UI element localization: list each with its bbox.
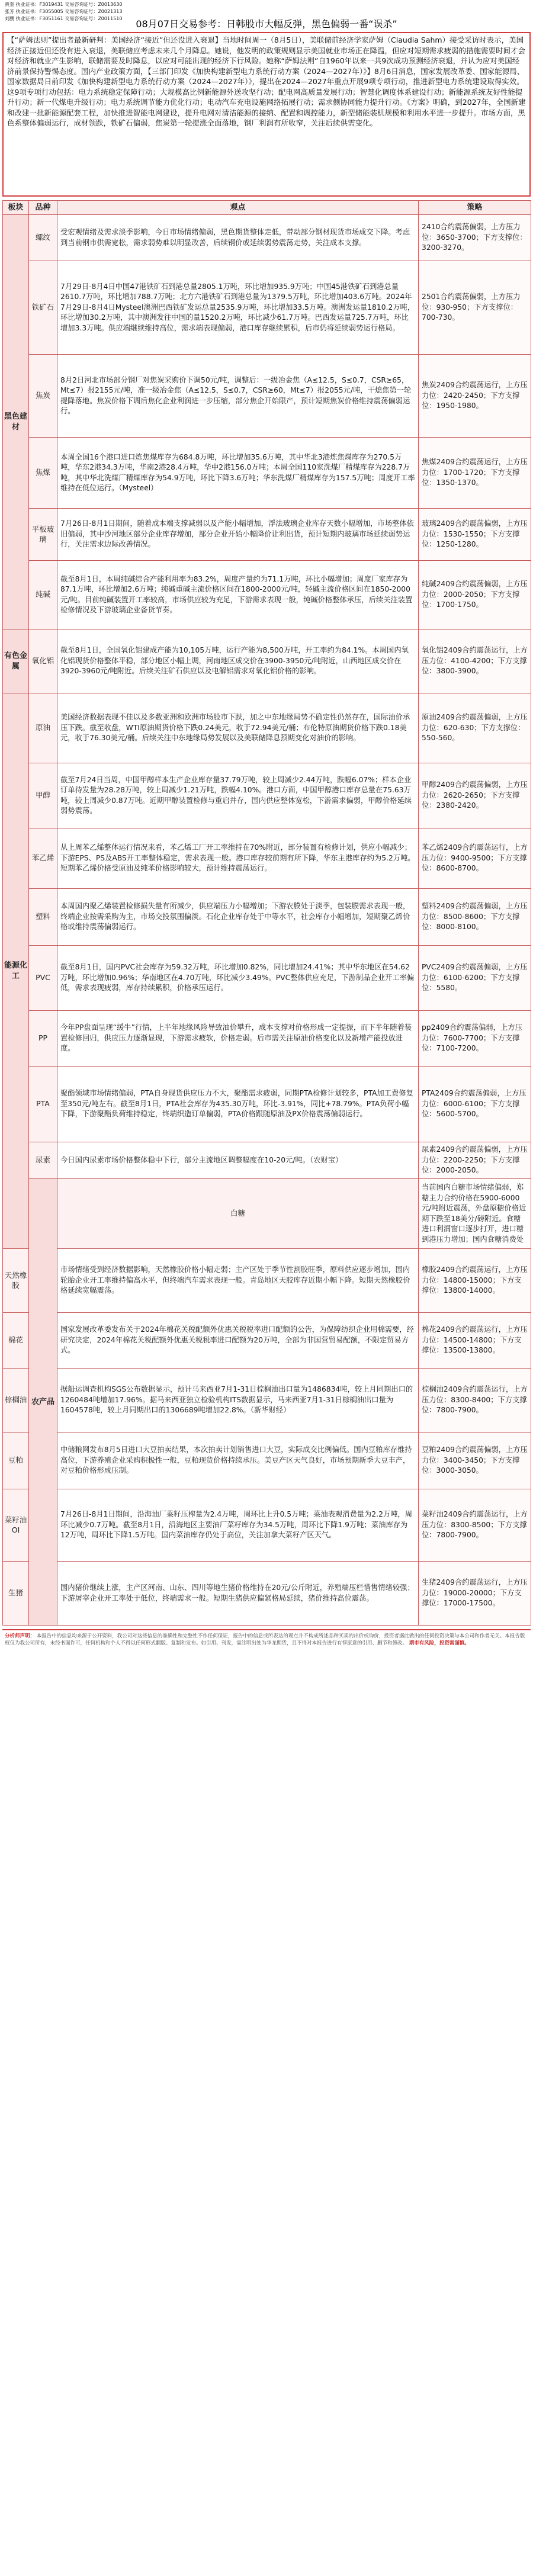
strategy-text: 纯碱2409合约震荡偏弱，上方压力位：2000-2050；下方支撑位：1700-1750。 — [422, 580, 528, 609]
strategy-cell — [419, 261, 531, 355]
table-row — [3, 1011, 531, 1067]
strategy-text: 菜籽油2409合约震荡运行，上方压力位：8300-8500；下方支撑位：7800-7900。 — [422, 1510, 528, 1540]
category-cell: 黑色建材 — [3, 215, 29, 629]
variety-cell: 焦煤 — [29, 438, 57, 509]
strategy-cell — [419, 1067, 531, 1142]
variety-cell: 铁矿石 — [29, 261, 57, 355]
strategy-text: PVC2409合约震荡偏弱，上方压力位：6100-6200；下方支撑位：5580。 — [422, 963, 528, 993]
view-text: 中储粮网发布8月5日进口大豆拍卖结果，本次拍卖计划销售进口大豆，实际成交比例偏低。国内豆粕库存维持高位，下游养殖企业采购积极性一般，豆粕现货价格持续承压。美豆产区天气良好，市场预期新季大豆丰产，对豆粕价格形成压制。 — [60, 1446, 412, 1475]
strategy-cell — [419, 1489, 531, 1562]
strategy-cell — [419, 1369, 531, 1432]
table-row — [3, 828, 531, 889]
view-cell — [57, 1313, 419, 1369]
table-row — [3, 763, 531, 828]
view-text: 7月26日-8月1日期间，沿海油厂菜籽压榨量为2.4万吨，周环比上升0.5万吨；菜油表观消费量为2.2万吨，周环比减少0.7万吨。截至8月1日，沿海地区主要油厂菜籽库存为34.5万吨，周环比下降1.9万吨；菜油库存为12万吨，周环比下降1.5万吨。国内菜油库存仍处于高位，关注加拿大菜籽产区天气。 — [60, 1510, 413, 1540]
table-header-row — [3, 201, 531, 215]
strategy-cell — [419, 215, 531, 261]
variety-cell: 焦炭 — [29, 355, 57, 438]
variety-cell: PVC — [29, 946, 57, 1011]
variety-cell: 螺纹 — [29, 215, 57, 261]
table-row — [3, 509, 531, 561]
strategy-cell — [419, 946, 531, 1011]
strategy-text: pp2409合约震荡偏弱，上方压力位：7600-7700；下方支撑位：7100-7200。 — [422, 1023, 522, 1053]
disclaimer-label: 分析师声明： — [5, 1633, 36, 1639]
view-text: 本周国内聚乙烯装置检修损失量有所减少，供应端压力小幅增加；下游农膜处于淡季，包装膜需求表现一般，终端企业按需采购为主，市场交投氛围偏淡。石化企业库存处于中等水平，社会库存小幅增加，短期聚乙烯价格或维持震荡偏弱运行。 — [60, 902, 410, 932]
table-row — [3, 629, 531, 693]
strategy-text: 尿素2409合约震荡偏弱，上方压力位：2200-2250；下方支撑位：2000-2050。 — [422, 1145, 528, 1175]
credential-line: 黄奎 执业证书：F3019431 交易咨询证号：Z0013630 — [5, 2, 123, 7]
variety-cell: 塑料 — [29, 889, 57, 946]
view-cell — [57, 763, 419, 828]
variety-cell: 白糖 — [57, 1179, 419, 1249]
view-text: 国内猪价继续上涨，主产区河南、山东、四川等地生猪价格维持在20元/公斤附近，养殖端压栏惜售情绪较强；下游屠宰企业开工率处于低位，终端需求一般。短期生猪供应偏紧格局延续，猪价维持高位震荡。 — [60, 1583, 415, 1602]
variety-cell: 平板玻璃 — [29, 509, 57, 561]
strategy-text: 生猪2409合约震荡运行，上方压力位：19000-20000；下方支撑位：17000-17500。 — [422, 1578, 528, 1608]
strategy-cell — [419, 438, 531, 509]
view-text: 截至8月1日，本周纯碱综合产能利用率为83.2%，周度产量约为71.1万吨，环比小幅增加；周度厂家库存为87.1万吨，环比增加2.6万吨；纯碱重碱主流价格区间在1800-2000元/吨，轻碱主流价格区间在1850-2000元/吨。目前纯碱装置开工率较高，市场供应较为充足，下游需求表现一般，纯碱价格整体承压，后续关注装置检修情况及下游玻璃企业备货节奏。 — [60, 574, 413, 614]
variety-cell: 天然橡胶 — [3, 1249, 29, 1313]
strategy-cell — [419, 889, 531, 946]
category-cell: 有色金属 — [3, 629, 29, 693]
variety-cell: 氧化铝 — [29, 629, 57, 693]
view-cell — [57, 1067, 419, 1142]
disclaimer — [2, 1629, 531, 1649]
view-text: 国家发展改革委发布关于2024年棉花关税配额外优惠关税税率进口配额的公告，为保障纺织企业用棉需要，经研究决定，2024年棉花关税配额外优惠关税税率进口配额为20万吨，全部为非国营贸易配额，不限定贸易方式。 — [60, 1325, 414, 1355]
strategy-text: 棉花2409合约震荡运行，上方压力位：14500-14800；下方支撑位：13500-13800。 — [422, 1325, 528, 1355]
view-cell — [419, 1179, 531, 1249]
table-row — [3, 261, 531, 355]
strategy-text: 玻璃2409合约震荡偏弱，上方压力位：1530-1550；下方支撑位：1250-1280。 — [422, 519, 528, 549]
disclaimer-text: 本报告中的信息均来源于公开资料，我公司对这些信息的准确性和完整性不作任何保证，报告中的信息或所表达的观点并不构成所述品种买卖的出价或询价，投资者据此做出的任何投资决策与本公司和作者无关。本报告版权仅为我公司所有，未经书面许可，任何机构和个人不得以任何形式翻版、复制和发布。如引用、刊发，需注明出处为华龙期货，且不得对本报告进行有悖原意的引用、删节和修改。 — [5, 1633, 525, 1646]
view-text: 当前国内白糖市场情绪偏弱，郑糖主力合约价格在5900-6000元/吨附近震荡，外盘原糖价格近期下跌至18美分/磅附近。食糖进口利润窗口逐步打开，进口糖到港压力增加；国内食糖消费处 — [422, 1183, 526, 1244]
variety-cell: 菜籽油OI — [3, 1489, 29, 1562]
variety-cell: 豆粕 — [3, 1432, 29, 1489]
view-cell — [57, 828, 419, 889]
view-cell — [57, 1432, 419, 1489]
table-row — [3, 693, 531, 763]
table-row — [3, 1179, 531, 1249]
credential-line: 刘鹏 执业证书：F3051161 交易咨询证号：Z0011510 — [5, 16, 123, 21]
view-text: 据船运调查机构SGS公布数据显示，预计马来西亚7月1-31日棕榈油出口量为1486834吨，较上月同期出口的1260484吨增加17.96%。据马来西亚独立检验机构ITS数据显示，马来西亚7月1-31日棕榈油出口量为1604578吨，较上月同期出口的1306689吨增加22.8%。（新华财经） — [60, 1385, 413, 1415]
strategy-text: 苯乙烯2409合约震荡运行，上方压力位：9400-9500；下方支撑位：8600-8700。 — [422, 843, 528, 873]
analyst-credentials — [0, 0, 533, 21]
view-cell — [57, 1489, 419, 1562]
header-variety: 品种 — [29, 201, 57, 215]
strategy-cell — [419, 561, 531, 629]
strategy-cell — [419, 1562, 531, 1626]
strategy-cell — [419, 693, 531, 763]
strategy-cell — [419, 1142, 531, 1179]
view-text: 截至7月24日当周，中国甲醇样本生产企业库存量37.79万吨，较上周减少2.44万吨，跌幅6.07%；样本企业订单待发量为28.28万吨，较上周减少1.21万吨，跌幅4.10%。港口方面，中国甲醇港口库存总量在75.63万吨，较上周减少0.87万吨。近期甲醇装置检修与重启并存，国内供应整体宽松，下游需求偏弱，甲醇价格延续弱势震荡。 — [60, 775, 412, 815]
strategy-table — [2, 200, 531, 1626]
table-row — [3, 1432, 531, 1489]
variety-cell: 棕榈油 — [3, 1369, 29, 1432]
strategy-cell — [419, 763, 531, 828]
table-row — [3, 438, 531, 509]
category-cell: 农产品 — [29, 1179, 57, 1626]
strategy-text: 2410合约震荡偏弱，上方压力位：3650-3700；下方支撑位：3200-3270。 — [422, 223, 527, 252]
view-text: 受宏观情绪及需求淡季影响，今日市场情绪偏弱，黑色期货整体走低，带动部分钢材现货市场成交下降。考虑到当前钢市供需宽松，需求弱势难以明显改善，后续钢价或延续弱势震荡走势，关注成本支撑。 — [60, 228, 410, 247]
view-cell — [57, 509, 419, 561]
strategy-text: 橡胶2409合约震荡运行，上方压力位：14800-15000；下方支撑位：13800-14000。 — [422, 1265, 528, 1295]
strategy-cell — [419, 828, 531, 889]
strategy-text: PTA2409合约震荡偏弱，上方压力位：6000-6100；下方支撑位：5600-5700。 — [422, 1089, 526, 1119]
category-cell: 能源化工 — [3, 693, 29, 1249]
view-text: 从上周苯乙烯整体运行情况来看，苯乙烯工厂开工率维持在70%附近，部分装置有检修计划，供应小幅减少；下游EPS、PS及ABS开工率整体稳定，需求表现一般。港口库存较前期有所下降，华东主港库存约为5.2万吨。短期苯乙烯价格受原油及纯苯价格影响较大，预计维持震荡运行。 — [60, 843, 415, 873]
view-text: 截至8月1日，全国氧化铝建成产能为10,105万吨，运行产能为8,500万吨，开工率约为84.1%。本周国内氧化铝现货价格整体平稳，部分地区小幅上调，河南地区成交价在3900-3950元/吨附近，山西地区成交价在3920-3960元/吨附近。后续关注矿石供应以及电解铝需求对氧化铝价格的影响。 — [60, 646, 409, 676]
view-cell — [57, 889, 419, 946]
table-row — [3, 946, 531, 1011]
strategy-text: 2501合约震荡偏弱，上方压力位：930-950；下方支撑位：700-730。 — [422, 293, 521, 322]
table-row — [3, 215, 531, 261]
view-cell — [57, 1249, 419, 1313]
table-row — [3, 561, 531, 629]
view-text: 本周全国16个港口进口炼焦煤库存为684.8万吨，环比增加35.6万吨，其中华北3港炼焦煤库存为270.5万吨，华东2港34.3万吨，华南2港28.4万吨，华中2港156.0万吨；本周全国110家洗煤厂精煤库存为228.7万吨，其中华北洗煤厂精煤库存为54.9万吨，环比下降3.6万吨；华东洗煤厂精煤库存为157.5万吨；周度开工率维持在低位运行。（Mysteel） — [60, 452, 415, 492]
variety-cell: 甲醇 — [29, 763, 57, 828]
view-text: 7月29日-8月4日中国47港铁矿石到港总量2805.1万吨，环比增加935.9万吨；中国45港铁矿石到港总量2610.7万吨，环比增加788.7万吨；北方六港铁矿石到港总量为1379.5万吨，环比增加403.6万吨。2024年7月29日-8月4日Mysteel澳洲巴西铁矿发运总量2535.9万吨，环比增加33.5万吨。澳洲发运量1810.2万吨，环比增加30.2万吨，其中澳洲发往中国的量1520.2万吨，环比减少61.7万吨。巴西发运量725.7万吨，环比增加3.3万吨。供应端继续维持高位，需求端表现偏弱，港口库存继续累积，后市仍将延续弱势运行格局。 — [60, 282, 415, 332]
table-row — [3, 1067, 531, 1142]
view-cell — [57, 693, 419, 763]
strategy-text: 棕榈油2409合约震荡运行，上方压力位：8300-8400；下方支撑位：7800-7900。 — [422, 1385, 528, 1415]
strategy-text: 焦炭2409合约震荡运行，上方压力位：2420-2450；下方支撑位：1950-1980。 — [422, 381, 528, 410]
variety-cell: PP — [29, 1011, 57, 1067]
variety-cell: 生猪 — [3, 1562, 29, 1626]
header-strategy: 策略 — [419, 201, 531, 215]
variety-cell: 苯乙烯 — [29, 828, 57, 889]
view-cell — [57, 1011, 419, 1067]
strategy-text: 原油2409合约震荡偏弱，上方压力位：620-630；下方支撑位：550-560。 — [422, 713, 528, 743]
strategy-cell — [419, 1011, 531, 1067]
view-text: 截至8月1日，国内PVC社会库存为59.32万吨，环比增加0.82%，同比增加24.41%；其中华东地区在54.62万吨，环比增加0.96%；华南地区在4.70万吨，环比减少3.49%。PVC整体供应充足，下游制品企业开工率偏低，需求表现疲弱，库存持续累积，价格承压运行。 — [60, 963, 415, 993]
view-text: 今日国内尿素市场价格整体稳中下行，部分主流地区调整幅度在10-20元/吨。（农财宝） — [60, 1155, 343, 1164]
view-cell — [57, 261, 419, 355]
credential-line: 张芳 执业证书：F3055005 交易咨询证号：Z0021313 — [5, 9, 123, 14]
table-row — [3, 1562, 531, 1626]
view-cell — [57, 1142, 419, 1179]
view-cell — [57, 355, 419, 438]
table-row — [3, 1142, 531, 1179]
header-category: 板块 — [3, 201, 29, 215]
view-cell — [57, 629, 419, 693]
table-row — [3, 1489, 531, 1562]
variety-cell: PTA — [29, 1067, 57, 1142]
variety-cell: 原油 — [29, 693, 57, 763]
page-title: 08月07日交易参考：日韩股市大幅反弹，黑色偏弱一番“误杀” — [136, 18, 397, 30]
strategy-text: 塑料2409合约震荡偏弱，上方压力位：8500-8600；下方支撑位：8000-8100。 — [422, 902, 528, 932]
view-cell — [57, 438, 419, 509]
view-text: 7月26日-8月1日期间，随着成本端支撑减弱以及产能小幅增加，浮法玻璃企业库存天数小幅增加，市场整体依旧偏弱，其中沙河地区部分企业库存增加，部分企业开始小幅降价让利出货，预计短期内玻璃市场延续弱势运行，关注需求边际改善情况。 — [60, 519, 414, 549]
credentials-column — [5, 1, 123, 21]
header-view: 观点 — [57, 201, 419, 215]
table-row — [3, 1369, 531, 1432]
strategy-text: 甲醇2409合约震荡偏弱，上方压力位：2620-2650；下方支撑位：2380-2420。 — [422, 780, 528, 810]
strategy-text: 氧化铝2409合约震荡运行，上方压力位：4100-4200；下方支撑位：3800-3900。 — [422, 646, 528, 676]
strategy-text: 豆粕2409合约震荡偏弱，上方压力位：3400-3450；下方支撑位：3000-3050。 — [422, 1446, 528, 1475]
view-cell — [57, 215, 419, 261]
view-text: 市场情绪受到经济数据影响，天然橡胶价格小幅走弱；主产区处于季节性割胶旺季，原料供应逐步增加，国内轮胎企业开工率维持偏高水平，但终端汽车需求表现一般。青岛地区天胶库存近期小幅下降。短期天然橡胶价格延续宽幅震荡。 — [60, 1265, 410, 1295]
table-row — [3, 1249, 531, 1313]
view-cell — [57, 1562, 419, 1626]
risk-warning: 期市有风险，投资需谨慎。 — [409, 1640, 470, 1646]
table-row — [3, 889, 531, 946]
strategy-cell — [419, 509, 531, 561]
variety-cell: 棉花 — [3, 1313, 29, 1369]
strategy-cell — [419, 1249, 531, 1313]
strategy-cell — [419, 355, 531, 438]
strategy-cell — [419, 1432, 531, 1489]
view-cell — [57, 561, 419, 629]
strategy-text: 焦煤2409合约震荡运行，上方压力位：1700-1720；下方支撑位：1350-1370。 — [422, 458, 528, 487]
view-text: 聚酯领域市场情绪偏弱，PTA自身现货供应压力不大，聚酯需求疲弱，同期PTA检修计划较多，PTA加工费修复至350元/吨左右。截至8月1日，PTA社会库存为435.30万吨，环比-3.91%，同比+78.79%。PTA负荷小幅下降，下游聚酯负荷维持稳定，终端织造订单偏弱，PTA价格跟随原油及PX价格震荡偏弱运行。 — [60, 1089, 413, 1119]
strategy-cell — [419, 629, 531, 693]
table-row — [3, 1313, 531, 1369]
view-text: 今年PP盘面呈现“缓牛”行情，上半年地缘风险导致油价攀升，成本支撑对价格形成一定提振，而下半年随着装置检修回归，供应压力逐渐显现，下游需求疲软，价格走弱。后市需关注原油价格变化以及新增产能投放进度。 — [60, 1023, 412, 1053]
view-text: 8月2日河北市场部分钢厂对焦炭采购价下调50元/吨，调整后：一级冶金焦（A≤12.5，S≤0.7，CSR≥65，Mt≤7）报2155元/吨，准一级冶金焦（A≤12.5，S≤0.7，CSR≥60，Mt≤7）报2055元/吨，干熄焦第一轮提降落地。焦炭价格下调后焦化企业利润进一步压缩，部分焦企开始限产，预计短期焦炭价格维持震荡偏弱运行。 — [60, 375, 412, 415]
variety-cell: 纯碱 — [29, 561, 57, 629]
market-summary: 【“萨姆法则”提出者最新研判：美国经济“接近”但还没进入衰退】当地时间周一（8月5日），美联储前经济学家萨姆（Claudia Sahm）接受采访时表示，美国经济正接近但还没有进入衰退，美联储应考虑未来几个月降息。她说，他发明的政策规则显示美国就业市场正在降温，但应对短期需求疲弱的措施需要时间才会对经济和就业产生影响，联储需要及时降息，以应对可能出现的经济下行风险。她称“萨姆法则”自1960年以来一共9次成功预测经济衰退，并认为应对美国经济前景保持警惕态度。国内产业政策方面，【三部门印发《加快构建新型电力系统行动方案（2024—2027年）》】8月6日消息，国家发展改革委、国家能源局、国家数据局日前印发《加快构建新型电力系统行动方案（2024—2027年）》，提出在2024—2027年重点开展9项专项行动，推进新型电力系统建设取得实效。这9项专项行动包括：电力系统稳定保障行动；大规模高比例新能源外送攻坚行动；配电网高质量发展行动；智慧化调度体系建设行动；新能源系统友好性能提升行动；新一代煤电升级行动；电力系统调节能力优化行动；电动汽车充电设施网络拓展行动；需求侧协同能力提升行动。《方案》明确，到2027年，全国新建和改建一批新能源配套工程，加快推进智能电网建设，提升电网对清洁能源的接纳、配置和调控能力，新型储能装机规模和利用水平进一步提升。市场方面，黑色系整体偏弱运行，成材领跌，铁矿石偏弱，焦炭第一轮提涨全面落地，钢厂利润有所收窄，关注后续供需变化。 — [2, 32, 531, 197]
view-cell — [57, 946, 419, 1011]
view-cell — [57, 1369, 419, 1432]
variety-cell: 尿素 — [29, 1142, 57, 1179]
view-text: 美国经济数据表现不佳以及多数亚洲和欧洲市场股市下跌，加之中东地缘局势不确定性仍然存在，国际油价承压下跌。截至收盘，WTI原油期货价格下跌0.24美元，收于72.94美元/桶；布伦特原油期货价格下跌0.18美元，收于76.30美元/桶。后续关注中东地缘局势发展以及美联储降息预期变化对油价的影响。 — [60, 713, 410, 743]
table-row — [3, 355, 531, 438]
table-body — [3, 215, 531, 1626]
strategy-cell — [419, 1313, 531, 1369]
